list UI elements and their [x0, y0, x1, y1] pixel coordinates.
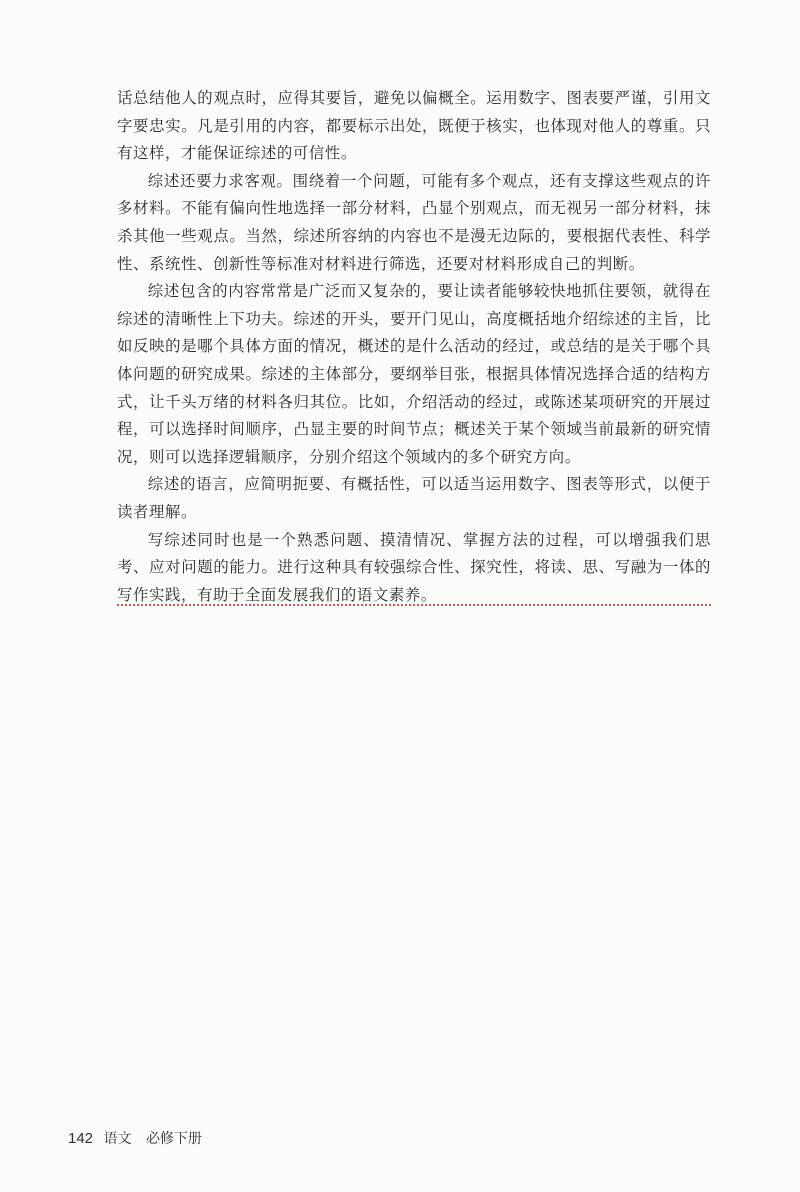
paragraph-objectivity: 综述还要力求客观。围绕着一个问题，可能有多个观点，还有支撑这些观点的许多材料。不能有偏向性地选择一部分材料，凸显个别观点，而无视另一部分材料，抹杀其他一些观点。当然，综述所容纳的内容也不是漫无边际的，要根据代表性、科学性、系统性、创新性等标准对材料进行筛选，还要对材料形成自己的判断。: [117, 171, 711, 273]
paragraph-continued: 话总结他人的观点时，应得其要旨，避免以偏概全。运用数字、图表要严谨，引用文字要忠实。凡是引用的内容，都要标示出处，既便于核实，也体现对他人的尊重。只有这样，才能保证综述的可信性。: [117, 89, 711, 163]
page-footer: [68, 1130, 202, 1148]
paragraph-language: 综述的语言，应简明扼要、有概括性，可以适当运用数字、图表等形式，以便于读者理解。: [117, 475, 711, 521]
body-text: [117, 85, 711, 609]
section-end-divider: [117, 604, 711, 606]
book-title: 语文: [103, 1131, 132, 1147]
page-number: 142: [68, 1130, 94, 1147]
paragraph-clarity: 综述包含的内容常常是广泛而又复杂的，要让读者能够较快地抓住要领，就得在综述的清晰性上下功夫。综述的开头，要开门见山，高度概括地介绍综述的主旨，比如反映的是哪个具体方面的情况，概述的是什么活动的经过，或总结的是关于哪个具体问题的研究成果。综述的主体部分，要纲举目张，根据具体情况选择合适的结构方式，让千头万绪的材料各归其位。比如，介绍活动的经过，或陈述某项研究的开展过程，可以选择时间顺序，凸显主要的时间节点；概述关于某个领域当前最新的研究情况，则可以选择逻辑顺序，分别介绍这个领域内的多个研究方向。: [117, 282, 711, 466]
paragraph-conclusion: 写综述同时也是一个熟悉问题、摸清情况、掌握方法的过程，可以增强我们思考、应对问题的能力。进行这种具有较强综合性、探究性，将读、思、写融为一体的写作实践，有助于全面发展我们的语文素养。: [117, 530, 711, 604]
volume-label: 必修下册: [145, 1131, 202, 1147]
